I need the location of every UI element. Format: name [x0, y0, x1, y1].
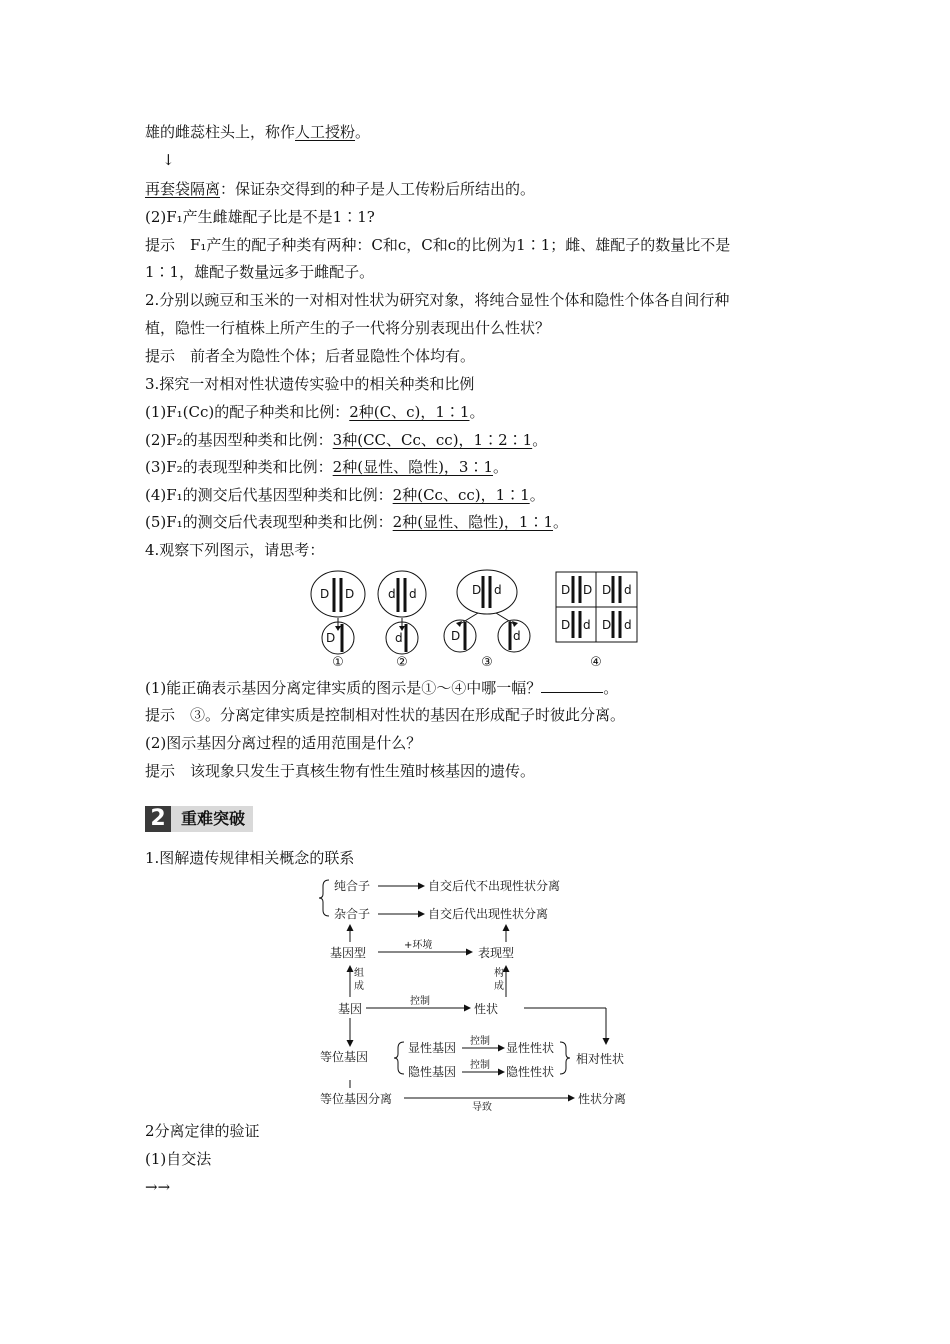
allele-label: D	[320, 587, 330, 601]
heading-1: 1.图解遗传规律相关概念的联系	[145, 849, 355, 867]
allele-label: d	[409, 587, 417, 601]
node-genotype: 基因型	[330, 946, 367, 960]
concept-diagram	[316, 872, 646, 1112]
text: 。	[603, 679, 619, 697]
term-artificial-pollination: 人工授粉	[295, 123, 356, 141]
allele-label: D	[345, 587, 355, 601]
text: (5)F₁的测交后代表现型种类和比例：	[145, 513, 393, 531]
node-phenotype: 表现型	[478, 946, 515, 960]
arrows: →→	[145, 1178, 171, 1196]
text-line	[145, 179, 535, 199]
node-dominant-trait: 显性性状	[506, 1041, 555, 1055]
text: (1)F₁(Cc)的配子种类和比例：	[145, 403, 350, 421]
node-homozygote: 纯合子	[334, 879, 371, 893]
brace	[394, 1042, 404, 1074]
allele-label: d	[395, 631, 403, 645]
edge-label-constitute: 成	[494, 981, 504, 992]
node-heterozygote: 杂合子	[334, 907, 371, 921]
answer: 3种(CC、Cc、cc)，1∶2∶1	[332, 431, 533, 449]
allele-label: d	[513, 629, 521, 643]
arrow-head	[512, 621, 518, 627]
text: (3)F₂的表现型种类和比例：	[145, 458, 333, 476]
node-relative-trait: 相对性状	[576, 1052, 625, 1066]
heading-2-1: (1)自交法	[145, 1150, 212, 1168]
section-number: 2	[145, 806, 171, 832]
edge-label-control: 控制	[410, 996, 430, 1007]
allele-label: d	[624, 618, 632, 632]
cell-outline	[378, 571, 426, 617]
text: 。	[493, 458, 509, 476]
edge-label-compose: 成	[354, 981, 364, 992]
paragraph-2b: 植，隐性一行植株上所产生的子一代将分别表现出什么性状？	[145, 319, 551, 337]
edge-label-constitute: 构	[494, 968, 504, 979]
text: 。	[469, 403, 485, 421]
question-4-1	[145, 678, 618, 698]
paragraph-3: 3.探究一对相对性状遗传实验中的相关种类和比例	[145, 375, 475, 393]
allele-label: D	[472, 583, 482, 597]
figure-label: ②	[396, 655, 408, 670]
edge-label-lead-to: 导致	[472, 1102, 492, 1112]
item-5	[145, 512, 568, 532]
node-segregation: 自交后代出现性状分离	[428, 907, 549, 921]
figure-label: ①	[332, 655, 344, 670]
allele-label: D	[602, 618, 612, 632]
answer: 2种(Cc、cc)，1∶1	[392, 486, 530, 504]
node-trait: 性状	[474, 1002, 499, 1016]
question-4-2: (2)图示基因分离过程的适用范围是什么？	[145, 734, 422, 752]
section-header	[145, 806, 253, 832]
text: (1)能正确表示基因分离定律实质的图示是①～④中哪一幅？	[145, 679, 542, 697]
hint-4-2: 提示 该现象只发生于真核生物有性生殖时核基因的遗传。	[145, 762, 536, 780]
item-3	[145, 457, 508, 477]
edge-label-compose: 组	[354, 968, 364, 979]
item-1	[145, 402, 485, 422]
answer-blank[interactable]	[541, 678, 603, 693]
node-no-segregation: 自交后代不出现性状分离	[428, 879, 561, 893]
text: (2)F₂的基因型种类和比例：	[145, 431, 333, 449]
item-4	[145, 485, 545, 505]
paragraph-2a: 2.分别以豌豆和玉米的一对相对性状为研究对象，将纯合显性个体和隐性个体各自间行种	[145, 291, 730, 309]
text: 。	[529, 486, 545, 504]
figure-label: ④	[590, 655, 602, 670]
figure-label: ③	[481, 655, 493, 670]
text: 。	[355, 123, 371, 141]
text: (4)F₁的测交后代基因型种类和比例：	[145, 486, 393, 504]
allele-label: d	[494, 583, 502, 597]
edge-label-control: 控制	[470, 1060, 490, 1071]
heading-2: 2分离定律的验证	[145, 1122, 260, 1140]
allele-label: d	[388, 587, 396, 601]
text: ：保证杂交得到的种子是人工传粉后所结出的。	[220, 180, 536, 198]
hint-2a: 提示 F₁产生的配子种类有两种：C和c，C和c的比例为1∶1；雌、雄配子的数量比不是	[145, 236, 731, 254]
allele-label: d	[624, 583, 632, 597]
cell-outline	[457, 570, 517, 614]
text: 。	[532, 431, 548, 449]
answer: 2种(显性、隐性)，3∶1	[332, 458, 494, 476]
allele-label: D	[451, 629, 461, 643]
node-recessive-trait: 隐性性状	[506, 1065, 555, 1079]
hint-2b: 1∶1，雄配子数量远多于雌配子。	[145, 263, 375, 281]
node-dominant-gene: 显性基因	[408, 1041, 457, 1055]
node-gene: 基因	[338, 1002, 363, 1016]
node-allele-segregation: 等位基因分离	[320, 1092, 393, 1106]
edge-label-environment: +环境	[404, 940, 433, 951]
allele-label: D	[561, 583, 571, 597]
brace	[319, 880, 329, 916]
text-line	[145, 122, 370, 142]
item-2	[145, 430, 547, 450]
chromosome-figure	[300, 566, 650, 670]
node-recessive-gene: 隐性基因	[408, 1065, 457, 1079]
hint-3: 提示 前者全为隐性个体；后者显隐性个体均有。	[145, 347, 476, 365]
allele-label: D	[561, 618, 571, 632]
text: 雄的雌蕊柱头上，称作	[145, 123, 296, 141]
arrow-head	[456, 621, 462, 627]
arrow-head	[335, 626, 341, 631]
section-title: 重难突破	[171, 806, 253, 832]
text: 。	[553, 513, 569, 531]
paragraph-4: 4.观察下列图示，请思考：	[145, 541, 325, 559]
question-2: (2)F₁产生雌雄配子比是不是1∶1?	[145, 208, 375, 226]
allele-label: D	[602, 583, 612, 597]
allele-label: d	[583, 618, 591, 632]
edge-label-control: 控制	[470, 1036, 490, 1047]
brace	[560, 1042, 570, 1074]
answer: 2种(C、c)，1∶1	[349, 403, 470, 421]
down-arrow: ↓	[162, 151, 175, 169]
node-allele: 等位基因	[320, 1050, 369, 1064]
allele-label: D	[326, 631, 336, 645]
hint-4-1: 提示 ③。分离定律实质是控制相对性状的基因在形成配子时彼此分离。	[145, 706, 626, 724]
node-trait-segregation: 性状分离	[578, 1092, 627, 1106]
answer: 2种(显性、隐性)，1∶1	[392, 513, 554, 531]
term-rebagging: 再套袋隔离	[145, 180, 221, 198]
allele-label: D	[583, 583, 593, 597]
